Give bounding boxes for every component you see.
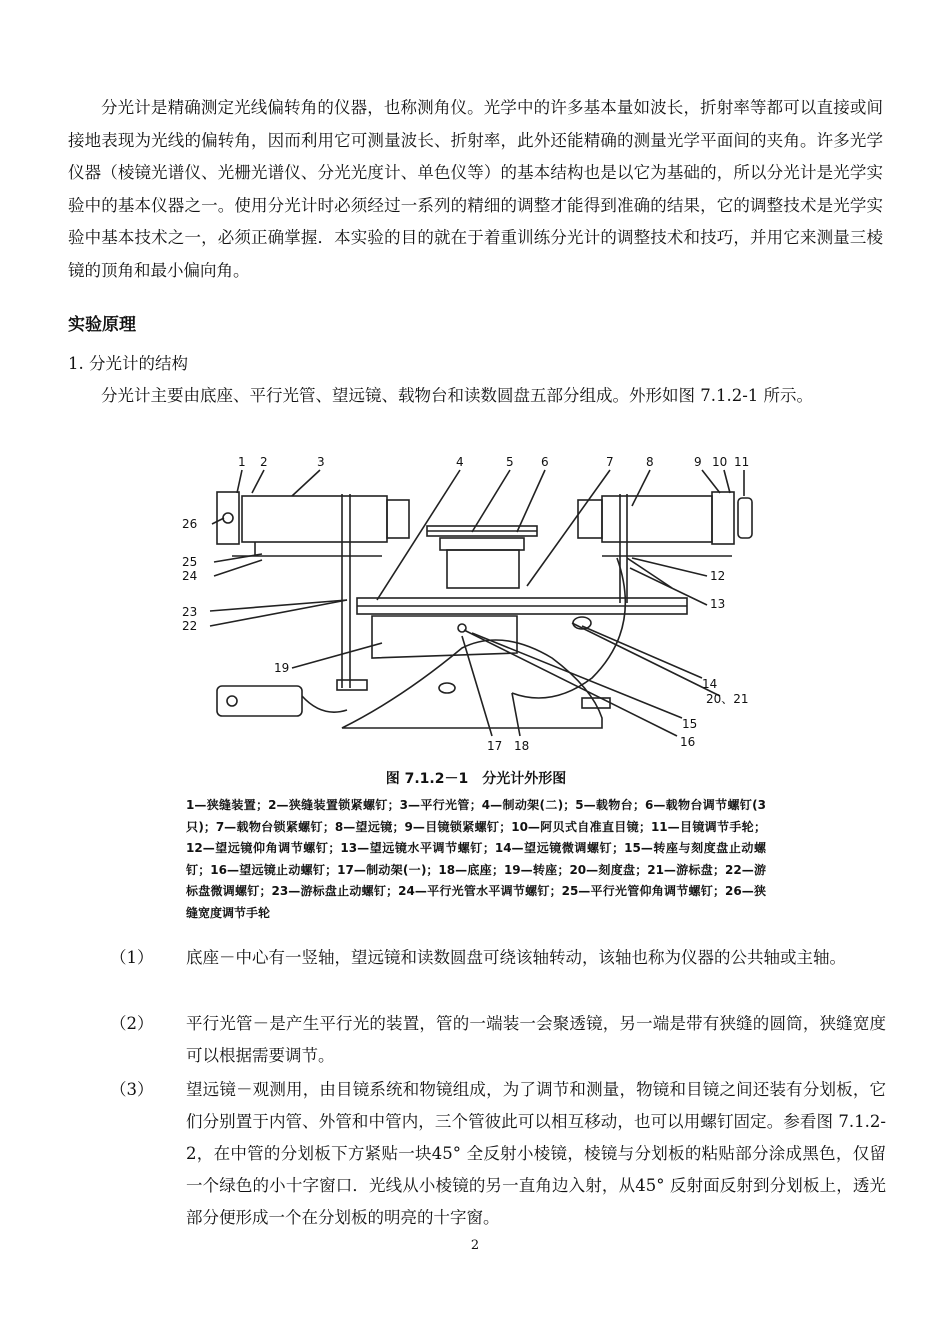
part-label: 11 — [734, 455, 750, 469]
part-label: 7 — [606, 455, 614, 469]
intro-paragraph: 分光计是精确测定光线偏转角的仪器，也称测角仪。光学中的许多基本量如波长，折射率等都可以直接或间接地表现为光线的偏转角，因而利用它可测量波长、折射率，此外还能精确的测量光学平面间的夹角。许多光学仪器（棱镜光谱仪、光栅光谱仪、分光光度计、单色仪等）的基本结构也是以它为基础的，所以分光计是光学实验中的基本仪器之一。使用分光计时必须经过一系列的精细的调整才能得到准确的结果，它的调整技术是光学实验中基本技术之一，必须正确掌握．本实验的目的就在于着重训练分光计的调整技术和技巧，并用它来测量三棱镜的顶角和最小偏向角。 — [68, 98, 883, 280]
item-text: 底座－中心有一竖轴，望远镜和读数圆盘可绕该轴转动，该轴也称为仪器的公共轴或主轴。 — [186, 948, 846, 967]
slit-device — [217, 492, 239, 544]
part-label: 18 — [514, 739, 530, 753]
part-labels — [182, 455, 749, 753]
part-label: 20、21 — [706, 692, 749, 706]
part-label: 4 — [456, 455, 464, 469]
part-label: 3 — [317, 455, 325, 469]
part-label: 12 — [710, 569, 726, 583]
part-label: 26 — [182, 517, 198, 531]
part-label: 5 — [506, 455, 514, 469]
part-label: 23 — [182, 605, 198, 619]
part-label: 24 — [182, 569, 198, 583]
part-label: 25 — [182, 555, 198, 569]
page-number: 2 — [470, 1238, 480, 1253]
figure-caption: 图 7.1.2－1 分光计外形图 — [385, 771, 567, 787]
structure-paragraph: 分光计主要由底座、平行光管、望远镜、载物台和读数圆盘五部分组成。外形如图 7.1.2-1 所示。 — [101, 386, 814, 405]
subsection-heading: 1. 分光计的结构 — [68, 354, 188, 373]
item-text: 望远镜－观测用，由目镜系统和物镜组成，为了调节和测量，物镜和目镜之间还装有分划板，它们分别置于内管、外管和中管内，三个管彼此可以相互移动，也可以用螺钉固定。参看图 7.1.2-2，在中管的分划板下方紧贴一块45° 全反射小棱镜，棱镜与分划板的粘贴部分涂成黑色，仅留一个绿色的小十字窗口．光线从小棱镜的另一直角边入射，从45° 反射面反射到分划板上，透光部分便形成一个在分划板的明亮的十字窗。 — [186, 1080, 886, 1227]
part-label: 16 — [680, 735, 696, 749]
part-label: 14 — [702, 677, 718, 691]
section-heading: 实验原理 — [68, 315, 136, 335]
item-number: （2） — [110, 1014, 154, 1033]
base — [342, 640, 602, 728]
figure-legend: 1—狭缝装置；2—狭缝装置锁紧螺钉；3—平行光管；4—制动架(二)；5—载物台；6—载物台调节螺钉(3只)；7—载物台锁紧螺钉；8—望远镜；9—目镜锁紧螺钉；10—阿贝式自准直目镜；11—目镜调节手轮；12—望远镜仰角调节螺钉；13—望远镜水平调节螺钉；14—望远镜微调螺钉；15—转座与刻度盘止动螺钉；16—望远镜止动螺钉；17—制动架(一)；18—底座；19—转座；20—刻度盘；21—游标盘；22—游标盘微调螺钉；23—游标盘止动螺钉；24—平行光管水平调节螺钉；25—平行光管仰角调节螺钉；26—狭缝宽度调节手轮 — [186, 798, 766, 920]
eyepiece-wheel — [738, 498, 752, 538]
part-label: 15 — [682, 717, 698, 731]
item-number: （3） — [110, 1080, 154, 1099]
telescope-tube — [602, 496, 712, 542]
power-box — [217, 686, 302, 716]
part-label: 17 — [487, 739, 503, 753]
part-label: 19 — [274, 661, 290, 675]
part-label: 22 — [182, 619, 198, 633]
part-label: 2 — [260, 455, 268, 469]
part-label: 9 — [694, 455, 702, 469]
part-label: 6 — [541, 455, 549, 469]
collimator-tube — [242, 496, 387, 542]
part-label: 8 — [646, 455, 654, 469]
item-number: （1） — [110, 948, 154, 967]
part-label: 10 — [712, 455, 728, 469]
spectrometer-figure — [172, 448, 772, 758]
part-label: 13 — [710, 597, 726, 611]
item-text: 平行光管－是产生平行光的装置，管的一端装一会聚透镜，另一端是带有狭缝的圆筒，狭缝宽度可以根据需要调节。 — [186, 1014, 886, 1065]
rotating-seat — [372, 616, 517, 658]
part-label: 1 — [238, 455, 246, 469]
spectrometer-diagram — [172, 448, 772, 758]
